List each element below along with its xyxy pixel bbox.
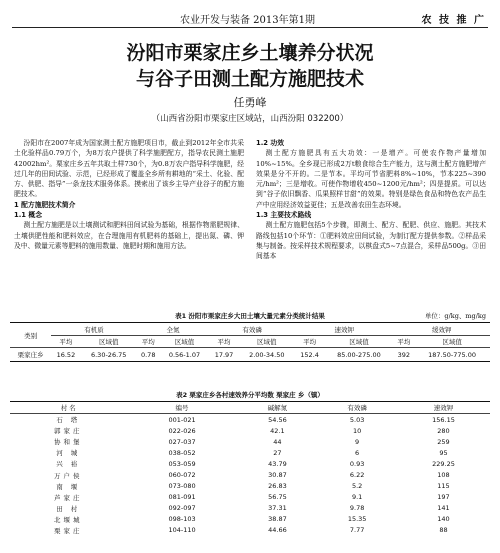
table1-subheader: 区域值 (239, 336, 295, 348)
table-cell: 6 (355, 448, 360, 457)
table-cell: 43.79 (268, 459, 287, 468)
table-cell: 2.00-34.50 (249, 350, 285, 359)
table1-group-header-row (10, 323, 490, 336)
header-rule (12, 27, 488, 28)
article-title-line-1: 汾阳市栗家庄乡土壤养分状况 (126, 42, 374, 64)
table-cell: 104-110 (168, 526, 196, 535)
table-cell: 85.00-275.00 (337, 350, 381, 359)
table-cell: 15.35 (347, 515, 367, 524)
table-row (10, 447, 490, 458)
table2-header: 有效磷 (317, 402, 397, 414)
table-cell: 115 (437, 482, 450, 491)
village-name: 万户侯 (54, 471, 83, 480)
table-row (10, 414, 490, 426)
table1-subheader: 平均 (295, 336, 324, 348)
author: 任勇峰 (233, 96, 267, 109)
table-cell: 141 (437, 504, 450, 513)
table1-subheader-row (10, 336, 490, 348)
village-name: 北堰城 (54, 515, 83, 524)
village-name: 协和堡 (54, 438, 83, 447)
table-row (10, 481, 490, 492)
table-cell: 6.22 (349, 471, 365, 480)
paragraph: 测土配方施肥包括5个步骤，即测土、配方、配肥、供应、施肥。其技术路线包括10个环节：①肥料效应田间试验，为制订配方提供参数。②样品采集与制备。按采样技术规程要求，以棋盘式5~7点混合，采样品500g。③田间基本 (256, 221, 486, 261)
table1-subheader: 区域值 (160, 336, 210, 348)
table-cell: 0.78 (140, 350, 156, 359)
section-label: 农 技 推 广 (421, 15, 486, 26)
table2-header: 碱解氮 (238, 402, 318, 414)
table-cell: 053-059 (168, 459, 196, 468)
table-cell: 092-097 (168, 504, 196, 513)
table1-unit: 单位：g/kg、mg/kg (424, 312, 486, 320)
table-cell: 9.1 (351, 493, 363, 502)
village-name: 栗家庄 (54, 526, 83, 535)
section-heading: 1 配方施肥技术简介 (14, 200, 76, 209)
table-cell: 152.4 (300, 350, 319, 359)
page-header (0, 0, 500, 28)
table-cell: 081-091 (168, 493, 196, 502)
table-cell: 022-026 (168, 426, 196, 435)
table-cell: 56.75 (268, 493, 287, 502)
section-heading: 1.3 主要技术路线 (256, 211, 312, 220)
table-cell: 7.77 (349, 526, 365, 535)
table-cell: 9 (355, 437, 360, 446)
table-cell: 42.1 (270, 426, 285, 435)
table-cell: 16.52 (56, 350, 76, 359)
table1-group-header: 有机质 (51, 323, 137, 336)
village-name: 石 塔 (56, 416, 81, 425)
table1-row-header: 类别 (10, 323, 51, 348)
table-row (10, 436, 490, 447)
table1-subheader: 区域值 (414, 336, 490, 348)
table-cell: 038-052 (168, 448, 196, 457)
table1-group-header: 全氮 (137, 323, 210, 336)
paragraph: 测土配方施肥是以土壤测试和肥料田间试验为基础，根据作物需肥规律、土壤供肥性能和肥料效应，在合理施用有机肥料的基础上，提出氮、磷、钾及中、微量元素等肥料的施用数量、施肥时期和施用方法。 (14, 221, 244, 250)
paragraph: 汾阳市在2007年成为国家测土配方施肥项目市，截止到2012年全市共采土化验样品0.79万个，为8万农户提供了科学施肥配方，指导农民测土施肥42002hm²。栗家庄乡五年共取土样730个，为0.8万农户指导科学施肥，经过几年的田间试验、示范，已经形成了覆盖全乡所有耕地的“采土、化验、配方、供肥、指导”一条龙技术服务体系。摸索出了该乡主导产业谷子的配方施肥技术。 (14, 139, 244, 199)
table-cell: 280 (437, 426, 450, 435)
table2-header-row (10, 402, 490, 414)
table1-group-header: 缓效钾 (394, 323, 490, 336)
table1-subheader: 区域值 (81, 336, 137, 348)
table-row (10, 458, 490, 469)
right-column (256, 138, 486, 262)
table-cell: 37.31 (268, 504, 287, 513)
table-cell: 229.25 (432, 459, 455, 468)
table-cell: 30.87 (268, 471, 287, 480)
table-cell: 073-080 (168, 482, 196, 491)
table2-header: 速效钾 (397, 402, 490, 414)
village-name: 田 村 (56, 504, 81, 513)
article-title-line-2: 与谷子田测土配方施肥技术 (135, 68, 364, 90)
table-row (10, 492, 490, 503)
table-cell: 187.50-775.00 (428, 350, 476, 359)
table2 (10, 401, 490, 536)
table-cell: 5.03 (349, 415, 365, 424)
table-cell: 38.87 (268, 515, 287, 524)
table-cell: 027-037 (168, 437, 196, 446)
table-cell: 197 (437, 493, 450, 502)
table-row (10, 348, 490, 362)
table1-group-header: 有效磷 (209, 323, 295, 336)
table-cell: 5.2 (351, 482, 363, 491)
table-row (10, 469, 490, 480)
table-cell: 156.15 (432, 415, 455, 424)
table2-caption: 表2 栗家庄乡各村速效养分平均数 栗家庄 乡（镇） (176, 391, 324, 399)
table-row (10, 425, 490, 436)
journal-name: 农业开发与装备 2013年第1期 (180, 15, 315, 26)
table-cell: 060-072 (168, 471, 196, 480)
table1-group-header: 速效钾 (295, 323, 394, 336)
village-name: 兴 裕 (56, 460, 81, 469)
village-name: 芦家庄 (54, 493, 83, 502)
table1-subheader: 平均 (137, 336, 160, 348)
table-cell: 27 (273, 448, 282, 457)
table-cell: 26.83 (268, 482, 287, 491)
table-cell: 6.30-26.75 (90, 350, 127, 359)
table-cell: 10 (352, 426, 362, 435)
left-column (14, 138, 244, 251)
table2-header: 村 名 (10, 402, 127, 414)
village-name: 南 堰 (56, 482, 81, 491)
section-heading: 1.1 概念 (14, 211, 43, 220)
table-cell: 17.97 (214, 350, 234, 359)
table1-subheader: 平均 (51, 336, 80, 348)
paragraph: 测土配方施肥具有五大功效：一是增产。可使农作物产量增加10%~15%。全乡现已形成2万t粮食综合生产能力，这与测土配方施肥增产效果是分不开的。二是节本。平均可节省肥料8%~10%，节本225~390元/hm²；三是增收。可使作物增收450~1200元/hm²；四是提质。可以达到“谷子依旧飘香、瓜果照样甘甜”的效果。特别是绿色食品和特色农产品生产中应用经济效益更佳；五是改善农田生态环境。 (256, 149, 486, 209)
table-cell: 001-021 (168, 415, 196, 424)
table2-header: 编号 (127, 402, 238, 414)
table1 (10, 322, 490, 362)
table1-subheader: 区域值 (324, 336, 393, 348)
table-cell: 9.78 (349, 504, 365, 513)
village-name: 郭家庄 (54, 427, 83, 436)
table-cell: 44.66 (268, 526, 287, 535)
table1-subheader: 平均 (394, 336, 415, 348)
village-name: 河 城 (56, 449, 81, 458)
table-cell: 0.56-1.07 (168, 350, 201, 359)
table-cell: 259 (437, 437, 450, 446)
table-cell: 95 (439, 448, 448, 457)
table-cell: 54.56 (268, 415, 287, 424)
table-cell: 392 (397, 350, 411, 359)
table-row (10, 514, 490, 525)
table1-subheader: 平均 (209, 336, 238, 348)
section-heading: 1.2 功效 (256, 139, 285, 147)
table-cell: 140 (437, 515, 450, 524)
table-row (10, 525, 490, 536)
table-cell: 0.93 (349, 459, 365, 468)
table-cell: 88 (439, 526, 448, 535)
table-row (10, 503, 490, 514)
table1-caption: 表1 汾阳市栗家庄乡大田土壤大量元素分类统计结果 (175, 312, 325, 320)
affiliation: （山西省汾阳市栗家庄区域站，山西汾阳 032200） (151, 114, 349, 124)
table-cell: 44 (273, 437, 282, 446)
table-cell: 098-103 (168, 515, 196, 524)
table1-row-name: 栗家庄乡 (17, 351, 44, 359)
table-cell: 108 (437, 471, 450, 480)
